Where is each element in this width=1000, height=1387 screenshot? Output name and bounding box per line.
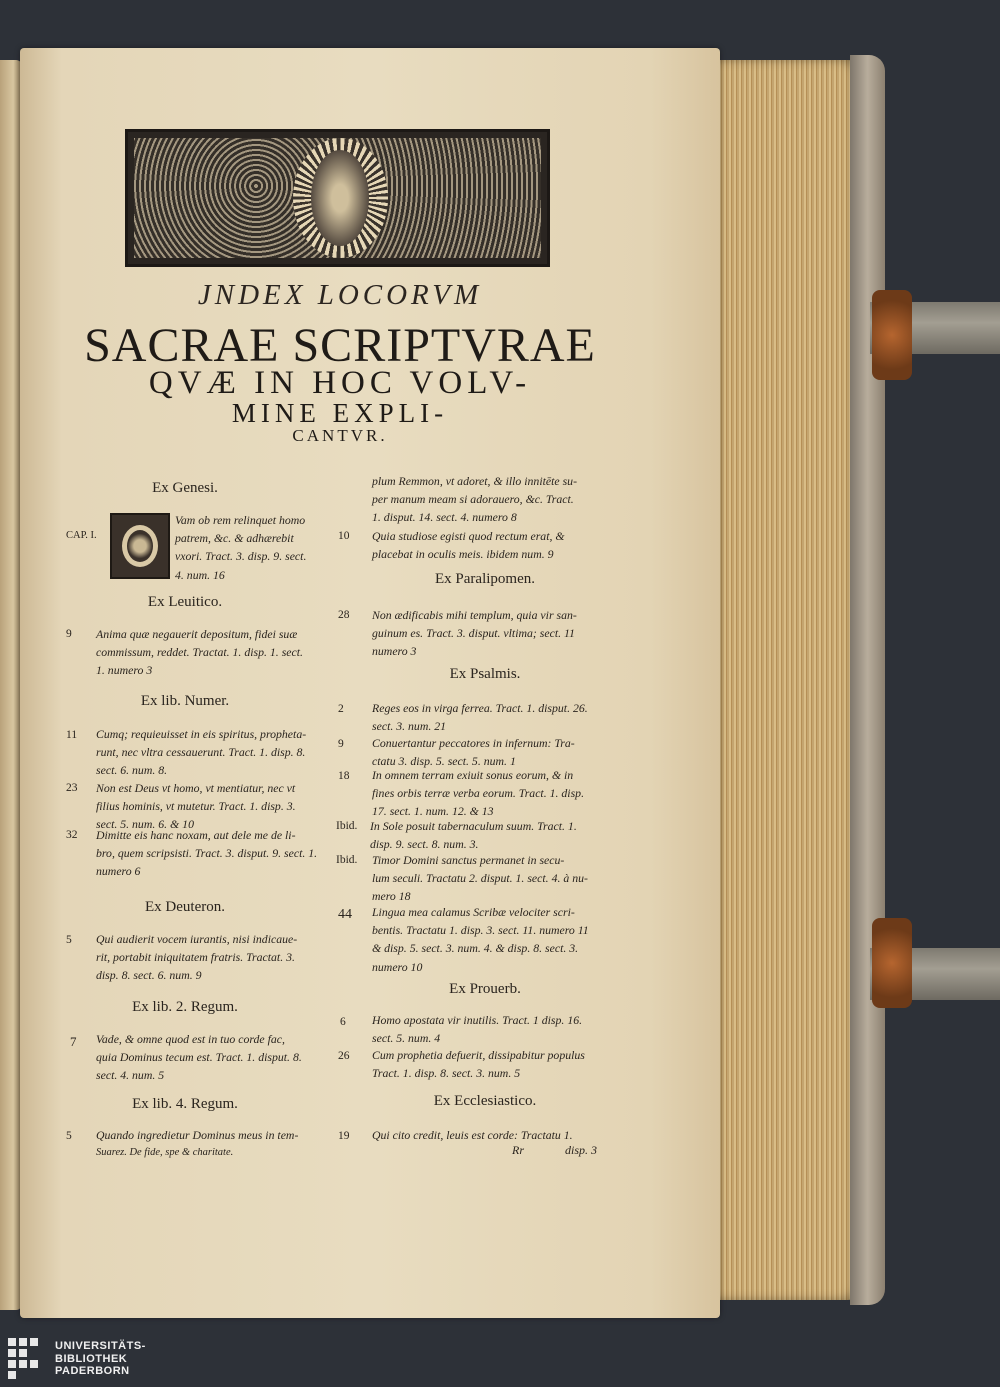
heading-psalmis: Ex Psalmis. bbox=[449, 666, 521, 682]
text-line: disp. 9. sect. 8. num. 3. bbox=[370, 837, 479, 852]
text-line: quia Dominus tecum est. Tract. 1. disput. 8. bbox=[96, 1050, 302, 1065]
text-line: placebat in oculis meis. ibidem num. 9 bbox=[372, 547, 554, 562]
text-line: Conuertantur peccatores in infernum: Tra- bbox=[372, 736, 575, 750]
verse-number: 23 bbox=[66, 782, 78, 794]
running-footer: Suarez. De fide, spe & charitate. bbox=[96, 1147, 234, 1159]
text-line: 1. disput. 14. sect. 4. numero 8 bbox=[372, 510, 517, 525]
heading-4-regum: Ex lib. 4. Regum. bbox=[132, 1096, 238, 1112]
psalm-entry-1 bbox=[372, 699, 612, 735]
logo-line: PADERBORN bbox=[55, 1365, 130, 1377]
lower-clasp-leather bbox=[872, 918, 912, 1008]
text-line: Anima quæ negauerit depositum, fidei suæ bbox=[96, 627, 298, 641]
text-line: numero 3 bbox=[372, 644, 417, 659]
logo-line: BIBLIOTHEK bbox=[55, 1352, 128, 1365]
text-line: guinum es. Tract. 3. disput. vltima; sect. 11 bbox=[372, 626, 575, 641]
text-line: Tract. 1. disp. 8. sect. 3. num. 5 bbox=[372, 1066, 521, 1081]
genesis-chapter: CAP. I. bbox=[66, 530, 97, 541]
verse-number: 19 bbox=[338, 1130, 350, 1142]
title-index-locorum: JNDEX LOCORVM bbox=[197, 279, 483, 311]
verse-number: 18 bbox=[338, 770, 350, 782]
text-line: ctatu 3. disp. 5. sect. 5. num. 1 bbox=[372, 754, 516, 769]
signature-mark: Rr bbox=[512, 1143, 524, 1157]
psalm-entry-4 bbox=[370, 817, 612, 853]
verse-number: 32 bbox=[66, 829, 78, 841]
text-line: sect. 4. num. 5 bbox=[96, 1068, 165, 1083]
text-line: Non est Deus vt homo, vt mentiatur, nec vt bbox=[96, 781, 296, 795]
verse-number: Ibid. bbox=[336, 854, 358, 866]
title-line-quae: QVÆ IN HOC VOLV- bbox=[148, 365, 532, 401]
psalm-entry-6 bbox=[372, 903, 612, 976]
prouerb-entry-2 bbox=[372, 1046, 612, 1082]
regum4-entry-2 bbox=[372, 527, 612, 563]
library-logo-text[interactable] bbox=[55, 1340, 146, 1378]
text-line: bro, quem scripsisti. Tract. 3. disput. 9. sect. 1. bbox=[96, 846, 318, 861]
text-line: Dimitte eis hanc noxam, aut dele me de li- bbox=[96, 828, 296, 842]
title-line-cantur: CANTVR. bbox=[292, 426, 388, 445]
text-line: 1. numero 3 bbox=[96, 663, 153, 678]
heading-leuitico: Ex Leuitico. bbox=[147, 594, 223, 610]
text-line: Non ædificabis mihi templum, quia vir san- bbox=[372, 608, 577, 622]
heading-prouerb: Ex Prouerb. bbox=[449, 981, 521, 997]
upper-clasp-leather bbox=[872, 290, 912, 380]
text-line: Reges eos in virga ferrea. Tract. 1. disput. 26. bbox=[372, 701, 588, 715]
genesis-entry bbox=[175, 511, 355, 584]
regum2-entry bbox=[96, 1030, 336, 1085]
decorated-initial-q bbox=[110, 513, 170, 579]
text-line: Cum prophetia defuerit, dissipabitur populus bbox=[372, 1048, 585, 1062]
text-line: sect. 3. num. 21 bbox=[372, 719, 447, 734]
prouerb-entry-1 bbox=[372, 1011, 612, 1047]
text-line: Cumq; requieuisset in eis spiritus, propheta- bbox=[96, 727, 307, 741]
text-line: plum Remmon, vt adoret, & illo innitēte su- bbox=[372, 474, 577, 488]
psalm-entry-5 bbox=[372, 851, 612, 906]
heading-deuteron: Ex Deuteron. bbox=[145, 899, 225, 915]
verse-number: 28 bbox=[338, 609, 350, 621]
text-line: runt, nec vltra cessauerunt. Tract. 1. disp. 8. bbox=[96, 745, 306, 760]
numeri-entry-1 bbox=[96, 725, 336, 780]
text-line: sect. 5. num. 6. & 10 bbox=[96, 817, 194, 832]
verse-number: 6 bbox=[340, 1016, 346, 1028]
heading-paralipomen: Ex Paralipomen. bbox=[435, 571, 535, 587]
ecclesiastico-entry: Qui cito credit, leuis est corde: Tractatu 1. bbox=[372, 1128, 573, 1142]
text-line: per manum meam si adorauero, &c. Tract. bbox=[372, 492, 574, 507]
text-line: 4. num. 16 bbox=[175, 567, 225, 582]
text-line: numero 6 bbox=[96, 864, 141, 879]
text-line: vxori. Tract. 3. disp. 9. sect. bbox=[175, 549, 307, 564]
text-line: numero 10 bbox=[372, 959, 423, 974]
woodcut-madonna bbox=[311, 150, 369, 246]
text-line: Homo apostata vir inutilis. Tract. 1 disp. 16. bbox=[372, 1013, 583, 1027]
text-line: fines orbis terræ verba eorum. Tract. 1. disp. bbox=[372, 786, 585, 801]
text-line: Timor Domini sanctus permanet in secu- bbox=[372, 853, 565, 867]
heading-2-regum: Ex lib. 2. Regum. bbox=[132, 999, 238, 1015]
verse-number: 44 bbox=[338, 907, 352, 922]
text-line: 17. sect. 1. num. 12. & 13 bbox=[372, 804, 494, 819]
verse-number: 10 bbox=[338, 530, 350, 542]
logo-line: UNIVERSITÄTS- bbox=[55, 1340, 146, 1352]
text-line: sect. 6. num. 8. bbox=[96, 763, 168, 778]
footer-bar bbox=[0, 1337, 1000, 1387]
catchword: disp. 3 bbox=[565, 1143, 598, 1157]
woodcut-headpiece bbox=[125, 129, 550, 267]
text-line: sect. 5. num. 4 bbox=[372, 1031, 441, 1046]
text-line: patrem, &c. & adhærebit bbox=[175, 531, 294, 546]
regum4-entry bbox=[96, 1126, 336, 1162]
verse-number: Ibid. bbox=[336, 820, 358, 832]
paralipomen-entry bbox=[372, 606, 612, 661]
regum4-continuation bbox=[372, 472, 612, 527]
verse-number: 11 bbox=[66, 729, 78, 741]
initial-ring bbox=[122, 525, 158, 567]
psalm-entry-2 bbox=[372, 734, 612, 770]
text-line: Vade, & omne quod est in tuo corde fac, bbox=[96, 1032, 285, 1046]
text-line: Qui audierit vocem iurantis, nisi indicaue- bbox=[96, 932, 298, 946]
numeri-entry-3 bbox=[96, 826, 336, 881]
verse-number: 5 bbox=[66, 1130, 72, 1142]
verse-number: 9 bbox=[66, 628, 72, 640]
verse-number: 26 bbox=[338, 1050, 350, 1062]
text-line: In Sole posuit tabernaculum suum. Tract. 1. bbox=[370, 819, 577, 833]
library-logo-icon bbox=[8, 1338, 48, 1382]
text-line: Quando ingredietur Dominus meus in tem- bbox=[96, 1128, 299, 1142]
text-line: Quia studiose egisti quod rectum erat, & bbox=[372, 529, 565, 543]
book-cover bbox=[850, 55, 885, 1305]
text-line: In omnem terram exiuit sonus eorum, & in bbox=[372, 768, 574, 782]
text-line: lum seculi. Tractatu 2. disput. 1. sect. 4. à nu- bbox=[372, 871, 588, 886]
verse-number: 9 bbox=[338, 738, 344, 750]
text-line: disp. 8. sect. 6. num. 9 bbox=[96, 968, 202, 983]
left-page-edge bbox=[0, 60, 22, 1310]
verse-number: 2 bbox=[338, 703, 344, 715]
text-line: commissum, reddet. Tractat. 1. disp. 1. sect. bbox=[96, 645, 303, 660]
title-sacrae-scripturae: SACRAE SCRIPTVRAE bbox=[84, 319, 596, 372]
text-line: filius hominis, vt mutetur. Tract. 1. disp. 3. bbox=[96, 799, 296, 814]
heading-numeri: Ex lib. Numer. bbox=[140, 693, 230, 709]
title-line-mine: MINE EXPLI- bbox=[231, 398, 449, 428]
text-line: & disp. 5. sect. 3. num. 4. & disp. 8. sect. 3. bbox=[372, 941, 579, 956]
heading-genesis: Ex Genesi. bbox=[152, 480, 218, 496]
deuteron-entry bbox=[96, 930, 336, 985]
page-block-edge bbox=[712, 60, 862, 1300]
text-line: Vam ob rem relinquet homo bbox=[175, 513, 306, 527]
leuitico-entry bbox=[96, 625, 336, 680]
text-line: Lingua mea calamus Scribæ velociter scri- bbox=[372, 905, 575, 919]
text-line: bentis. Tractatu 1. disp. 3. sect. 11. numero 11 bbox=[372, 923, 589, 938]
text-line: mero 18 bbox=[372, 889, 411, 904]
verse-number: 7 bbox=[70, 1034, 77, 1049]
heading-ecclesiastico: Ex Ecclesiastico. bbox=[433, 1093, 537, 1109]
text-line: rit, portabit iniquitatem fratris. Tractat. 3. bbox=[96, 950, 295, 965]
psalm-entry-3 bbox=[372, 766, 612, 821]
verse-number: 5 bbox=[66, 934, 72, 946]
